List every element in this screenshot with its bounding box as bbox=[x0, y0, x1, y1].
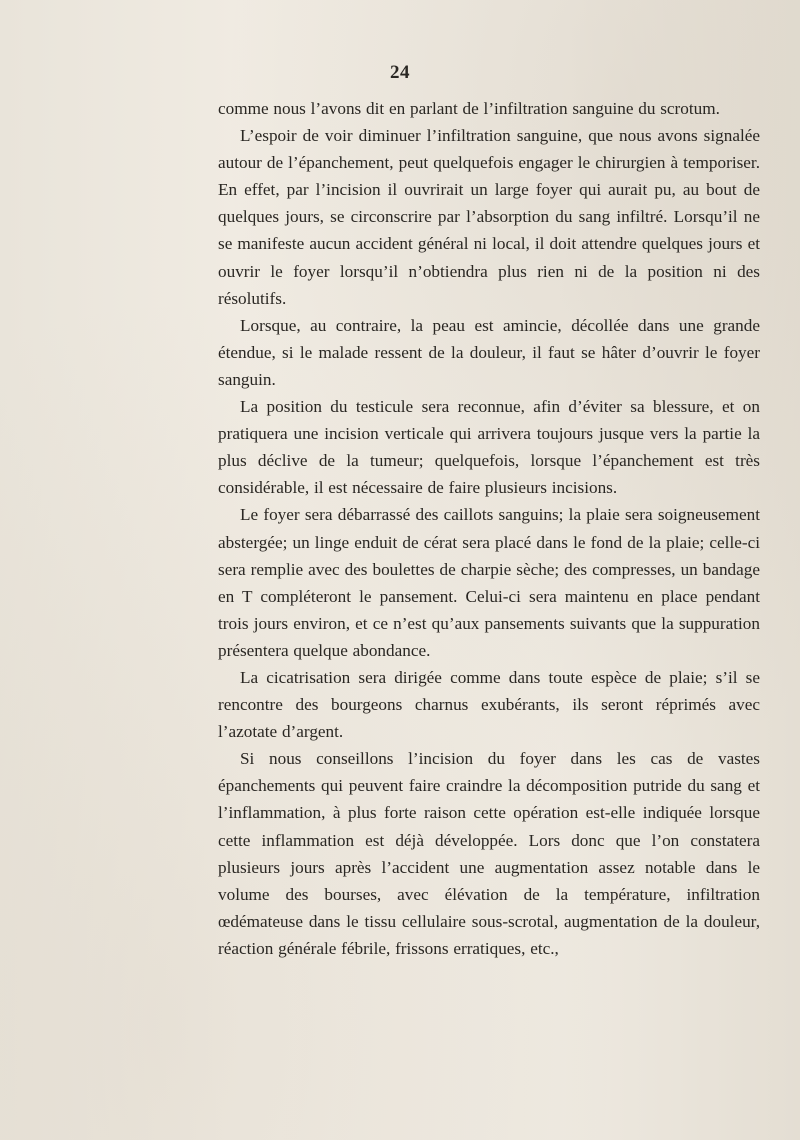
paragraph: Si nous conseillons l’incision du foyer dans les cas de vastes épanchements qui peuvent faire craindre la décomposition putride du sang et l’inflammation, à plus forte raison cette opération est-elle indiquée lorsque cette inflammation est déjà développée. Lors donc que l’on constatera plusieurs jours après l’accident une augmentation assez notable dans le volume des bourses, avec élévation de la température, infiltration œdémateuse dans le tissu cellulaire sous-scrotal, augmentation de la douleur, réaction générale fébrile, frissons erratiques, etc., bbox=[218, 749, 760, 958]
paragraph: Le foyer sera débarrassé des caillots sanguins; la plaie sera soigneusement abstergée; un linge enduit de cérat sera placé dans le fond de la plaie; celle-ci sera remplie avec des boulettes de charpie sèche; des compresses, un bandage en T compléteront le pansement. Celui-ci sera maintenu en place pendant trois jours environ, et ce n’est qu’aux pansements suivants que la suppuration présentera quelque abondance. bbox=[218, 505, 760, 660]
paragraph: La cicatrisation sera dirigée comme dans toute espèce de plaie; s’il se rencontre des bourgeons charnus exubérants, ils seront réprimés avec l’azotate d’argent. bbox=[218, 667, 760, 742]
paragraph: La position du testicule sera reconnue, afin d’éviter sa blessure, et on pratiquera une incision verticale qui arrivera toujours jusque vers la partie la plus déclive de la tumeur; quelquefois, lorsque l’épanchement est très considérable, il est nécessaire de faire plusieurs incisions. bbox=[218, 397, 760, 498]
body-text bbox=[218, 95, 760, 962]
page-number: 24 bbox=[390, 62, 410, 83]
paragraph: comme nous l’avons dit en parlant de l’infiltration sanguine du scrotum. bbox=[218, 99, 720, 118]
paragraph: Lorsque, au contraire, la peau est amincie, décollée dans une grande étendue, si le malade ressent de la douleur, il faut se hâter d’ouvrir le foyer sanguin. bbox=[218, 315, 760, 389]
paragraph: L’espoir de voir diminuer l’infiltration sanguine, que nous avons signalée autour de l’épanchement, peut quelquefois engager le chirurgien à temporiser. En effet, par l’incision il ouvrirait un large foyer qui aurait pu, au bout de quelques jours, se circonscrire par l’absorption du sang infiltré. Lorsqu’il ne se manifeste aucun accident général ni local, il doit attendre quelques jours et ouvrir le foyer lorsqu’il n’obtiendra plus rien ni de la position ni des résolutifs. bbox=[218, 126, 760, 308]
